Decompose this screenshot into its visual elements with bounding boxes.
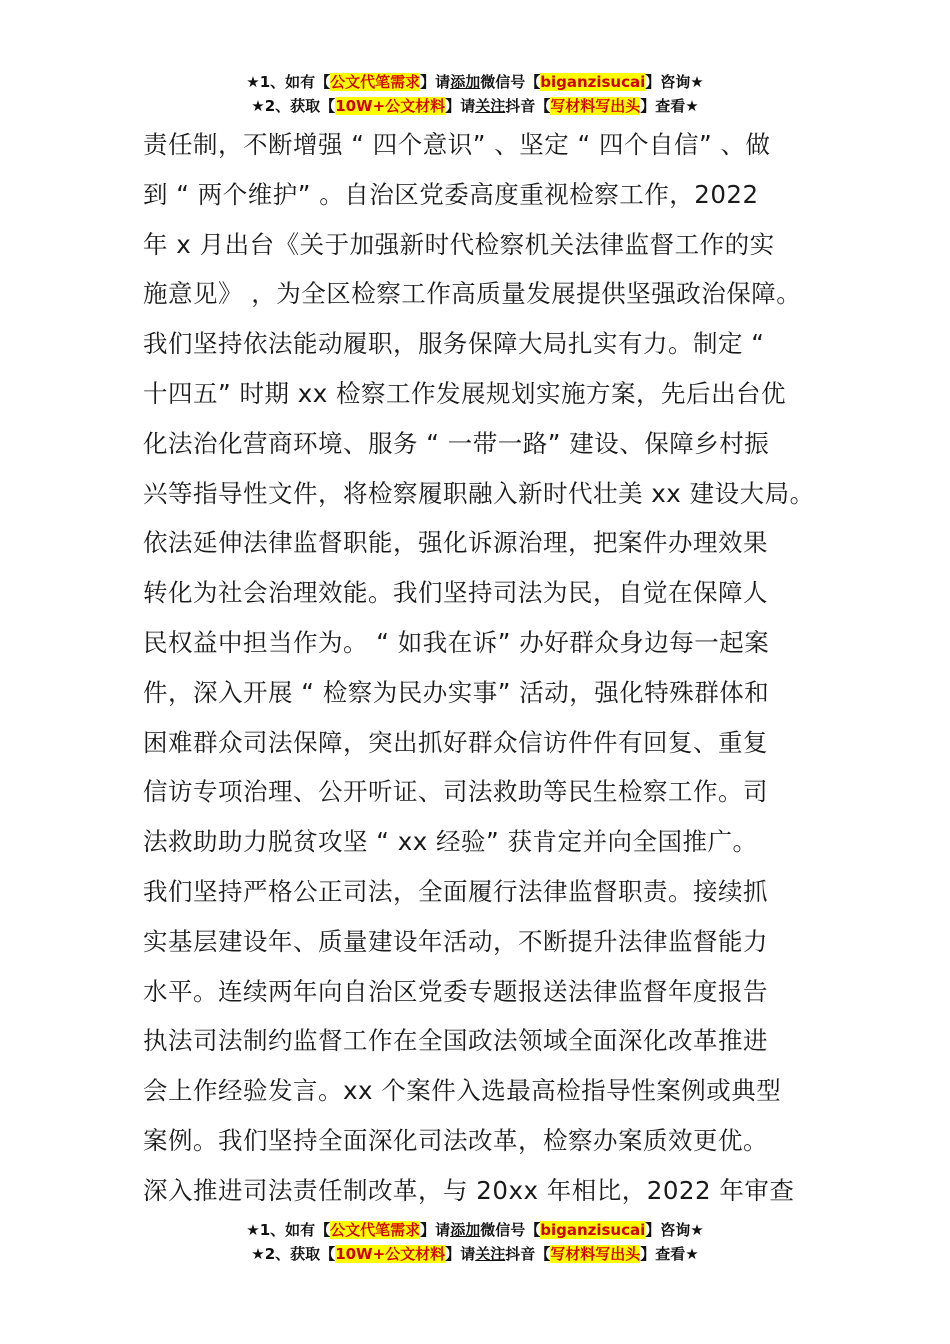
- highlight-douyin: 写材料写出头: [550, 1245, 641, 1263]
- body-line: 法救助助力脱贫攻坚 “ xx 经验” 获肯定并向全国推广。: [143, 827, 758, 857]
- body-line: 会上作经验发言。xx 个案件入选最高检指导性案例或典型: [143, 1076, 782, 1106]
- body-line: 化法治化营商环境、服务 “ 一带一路” 建设、保障乡村振: [143, 428, 770, 458]
- body-line: 案例。我们坚持全面深化司法改革，检察办案质效更优。: [143, 1125, 768, 1155]
- body-line: 信访专项治理、公开听证、司法救助等民生检察工作。司: [143, 777, 768, 807]
- banner-line-1: ★1、如有【公文代笔需求】请添加微信号【biganzisucai】咨询★: [246, 1221, 704, 1239]
- body-line: 到 “ 两个维护” 。自治区党委高度重视检察工作，2022: [143, 179, 759, 209]
- body-line: 依法延伸法律监督职能，强化诉源治理，把案件办理效果: [143, 528, 768, 558]
- body-line: 施意见》 ，为全区检察工作高质量发展提供坚强政治保障。: [143, 279, 802, 309]
- body-line: 转化为社会治理效能。我们坚持司法为民，自觉在保障人: [143, 578, 768, 608]
- highlight-wechat-id: biganzisucai: [540, 73, 646, 91]
- body-line: 实基层建设年、质量建设年活动，不断提升法律监督能力: [143, 926, 768, 956]
- body-line: 水平。连续两年向自治区党委专题报送法律监督年度报告: [143, 976, 768, 1006]
- banner-line-2: ★2、获取【10W+公文材料】请关注抖音【写材料写出头】查看★: [251, 1245, 699, 1263]
- body-line: 责任制，不断增强 “ 四个意识” 、坚定 “ 四个自信” 、做: [143, 130, 771, 159]
- body-line: 我们坚持依法能动履职，服务保障大局扎实有力。制定 “: [143, 329, 765, 359]
- body-line: 执法司法制约监督工作在全国政法领域全面深化改革推进: [143, 1026, 768, 1056]
- body-line: 困难群众司法保障，突出抓好群众信访件件有回复、重复: [143, 727, 768, 757]
- footer-banner: [0, 1218, 950, 1266]
- highlight-materials: 10W+公文材料: [335, 1245, 446, 1263]
- body-line: 深入推进司法责任制改革，与 20xx 年相比，2022 年审查: [143, 1175, 795, 1205]
- banner-line-2: ★2、获取【10W+公文材料】请关注抖音【写材料写出头】查看★: [251, 97, 699, 115]
- body-line: 民权益中担当作为。 “ 如我在诉” 办好群众身边每一起案: [143, 627, 770, 657]
- highlight-service: 公文代笔需求: [330, 73, 421, 91]
- body-line: 件，深入开展 “ 检察为民办实事” 活动，强化特殊群体和: [143, 677, 770, 707]
- body-line: 兴等指导性文件，将检察履职融入新时代壮美 xx 建设大局。: [143, 478, 815, 508]
- document-body: [143, 120, 813, 1216]
- highlight-wechat-id: biganzisucai: [540, 1221, 646, 1239]
- highlight-douyin: 写材料写出头: [550, 97, 641, 115]
- highlight-service: 公文代笔需求: [330, 1221, 421, 1239]
- body-line: 年 x 月出台《关于加强新时代检察机关法律监督工作的实: [143, 229, 775, 259]
- banner-line-1: ★1、如有【公文代笔需求】请添加微信号【biganzisucai】咨询★: [246, 73, 704, 91]
- header-banner: [0, 70, 950, 118]
- body-line: 十四五” 时期 xx 检察工作发展规划实施方案，先后出台优: [143, 378, 787, 408]
- highlight-materials: 10W+公文材料: [335, 97, 446, 115]
- body-line: 我们坚持严格公正司法，全面履行法律监督职责。接续抓: [143, 876, 768, 906]
